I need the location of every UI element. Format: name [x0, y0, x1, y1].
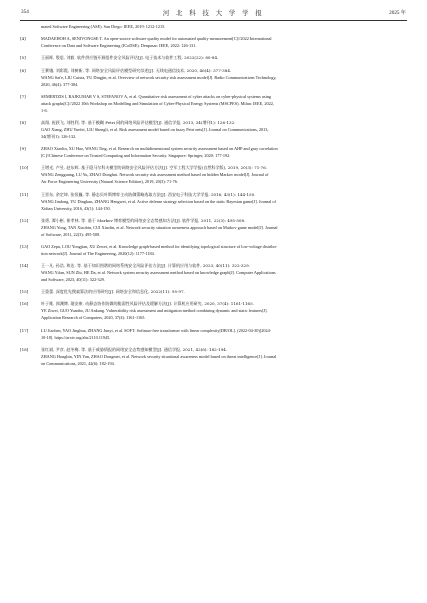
page-header	[20, 7, 407, 21]
reference-text-line: 1-6.	[41, 107, 48, 113]
reference-text-line: YE Ziwei, GUO Yuanbo, JU Ankang. Vulnerability risk assessment and mitigation method combining dynamic and static features[J].	[41, 308, 268, 314]
reference-text-line: and Software, 2023, 40(11): 322-329.	[41, 277, 105, 283]
reference-text-line: Xidian University, 2016, 43(1): 144-150.	[41, 205, 111, 211]
reference-text-line: 王重蕾. 深度优先搜索算法的应用研究[J]. 网络安全和信息化, 2022(11): 95-97.	[41, 289, 185, 295]
reference-number: [16]	[20, 301, 29, 307]
reference-number: [10]	[20, 165, 29, 171]
reference-text-line: WANG Sai'e, LIU Caixia, YU Dingjin, et al. Overview of network security risk assessment model[J]. Radio Communications Technology,	[41, 74, 277, 80]
publication-year: 2025 年	[389, 10, 406, 16]
reference-number: [17]	[20, 327, 29, 333]
reference-text-line: MADAEHOH A, SENIVONGSE T. An open-source software quality model for automated quality measurement[C]//2022 International	[41, 36, 272, 42]
reference-item	[20, 145, 409, 159]
reference-number: [6]	[20, 67, 26, 73]
reference-text-line: GAO Zepu, LOU Yongjian, XU Zewei, et al. Knowledge graph-based method for identifying topological structure of low-voltage distribu-	[41, 243, 278, 249]
reference-text-line: 34(增刊1): 126-132.	[41, 133, 77, 139]
reference-text-line: tion network[J]. Journal of The Engineering, 2020(12): 1177-1184.	[41, 250, 155, 256]
reference-text-line: 王丽晖, 殷思, 刘毅. 软件供应链开源组件安全风险评估[J]. 电子技术与软件工程, 2022(22): 80-84.	[41, 55, 219, 61]
reference-item	[20, 243, 409, 257]
reference-text-line: WANG Zengguang, LU Yu, ZHAO Donghui. Network security risk assessment method based on hidden Markov model[J]. Journal of	[41, 172, 269, 178]
reference-text-line: mated Software Engineering (ASE). San Diego: IEEE, 2019: 1212-1215.	[41, 24, 166, 29]
reference-item	[20, 119, 409, 140]
reference-number: [15]	[20, 289, 29, 295]
reference-item	[20, 35, 409, 49]
reference-item	[20, 327, 409, 341]
reference-number: [13]	[20, 243, 29, 249]
reference-text-line: 张红斌, 尹彦, 赵冬梅, 等. 基于威胁情报的网络安全态势感知模型[J]. 通信学报, 2021, 42(6): 182-194.	[41, 346, 228, 352]
reference-text-line: 王赛娥, 刘彩霞, 刘树新, 等. 网络安全风险评估模型研究综述[J]. 无线电通信技术, 2020, 46(4): 377-384.	[41, 67, 232, 73]
reference-text-line: 叶子维, 郭渊博, 琚安康. 动静态协作防御的脆弱性风险评估及缓解方法[J]. 计算机应用研究, 2020, 37(4): 1161-1165.	[41, 301, 254, 307]
reference-text-line: 高翔, 祝跃飞, 刘胜利, 等. 基于模糊 Petri 网的网络风险评估模型[J]. 通信学报, 2013, 34(增刊1): 126-132.	[41, 119, 236, 125]
reference-item	[20, 191, 409, 212]
reference-item	[20, 54, 409, 61]
reference-item	[20, 93, 409, 114]
reference-text-line: ZHANG Yong, TAN Xiaobin, CUI Xiaolin, et al. Network security situation awareness approach based on Markov game model[J]. Journal	[41, 224, 278, 230]
reference-text-line: WANG Yifan, SUN Zhi, HE Da, et al. Network system security assessment method based on knowledge graph[J]. Computer Applications	[41, 270, 276, 276]
reference-text-line: SEMERTZIS I, RAJKUMAR V S, STEFANOV A, et al. Quantitative risk assessment of cyber attacks on cyber-physical systems using	[41, 93, 272, 99]
reference-item	[20, 300, 409, 321]
reference-text-line: attack graphs[C]//2022 10th Workshop on Modelling and Simulation of Cyber-Physical Energy Systems (MSCPES). Milan: IEEE, 2022,	[41, 100, 274, 106]
reference-number: [14]	[20, 263, 29, 269]
reference-text-line: [C]//Chinese Conference on Trusted Computing and Information Security. Singapore: Springer, 2020: 177-192.	[41, 153, 231, 159]
reference-number: [11]	[20, 191, 29, 197]
reference-text-line: ZHANG Hongbin, YIN Yan, ZHAO Dongmei, et al. Network security situational awareness model based on threat intelligence[J]. Journal	[41, 353, 277, 359]
reference-number: [18]	[20, 346, 29, 352]
reference-item	[20, 346, 409, 367]
reference-text-line: Application Research of Computers, 2020, 37(4): 1161-1165.	[41, 315, 146, 321]
reference-text-line: Air Force Engineering University (Natural Science Edition), 2019, 20(3): 71-76.	[41, 179, 178, 185]
reference-text-line: 10-18]. https://arxiv.org/abs/2110.11945.	[41, 334, 111, 340]
reference-item	[20, 164, 409, 185]
reference-text-line: ZHAO Xiaolin, XU Hao, WANG Ting, et al. Research on multidimensional system security assessment based on AHP and gray correlation	[41, 146, 278, 152]
reference-text-line: WANG Jindong, YU Dingkun, ZHANG Hengwei, et al. Active defense strategy selection based on the static Bayesian game[J]. Journal of	[41, 198, 276, 204]
reference-item	[20, 262, 409, 283]
reference-text-line: LU Jiachen, YAO Jinghua, ZHANG Junyi, et al. SOFT: Softmax-free transformer with linear complexity[DB/OL]. (2022-04-30)[2024-	[41, 327, 272, 333]
reference-number: [5]	[20, 55, 26, 61]
reference-text-line: of Software, 2011, 22(3): 495-508.	[41, 231, 101, 237]
reference-text-line: 2020, 46(4): 377-384.	[41, 81, 79, 87]
reference-number: [7]	[20, 93, 26, 99]
page-number: 354	[21, 9, 29, 15]
reference-text-line: 王一凡, 孙浩, 和达. 等. 基于知识图谱的网络系统安全风险评估方法[J]. 计算机应用与软件, 2023, 40(11): 322-329.	[41, 263, 250, 269]
reference-text-line: 张勇, 谭小彬, 崔孝林, 等. 基于 Markov 博弈模型的网络安全态势感知方法[J]. 软件学报, 2011, 22(3): 495-508.	[41, 217, 246, 223]
reference-text-line: 王增光, 卢昱, 赵东辉. 基于隐马尔科夫模型的网络安全风险评估方法[J]. 空军工程大学学报(自然科学版), 2019, 20(3): 71-76.	[41, 165, 268, 171]
reference-number: [4]	[20, 36, 26, 42]
reference-item	[20, 288, 409, 295]
reference-item	[20, 67, 409, 88]
reference-text-line: Conference on Data and Software Engineering (ICoDSE). Denpasar: IEEE, 2022: 126-131.	[41, 43, 197, 49]
reference-item	[20, 23, 409, 30]
reference-number: [9]	[20, 146, 26, 152]
journal-title: 河 北 科 技 大 学 学 报	[162, 9, 265, 17]
reference-item	[20, 217, 409, 238]
reference-list	[20, 23, 409, 372]
reference-number: [8]	[20, 119, 26, 125]
reference-text-line: on Communications, 2021, 42(6): 182-194.	[41, 360, 115, 366]
reference-text-line: GAO Xiang, ZHU Yuefei, LIU Shengli, et al. Risk assessment model based on fuzzy Petri nets[J]. Journal on Communications, 2013,	[41, 126, 269, 132]
reference-text-line: 王晋东, 余定坤, 张恒巍, 等. 静态贝叶斯博弈主动防御策略选取方法[J]. 西安电子科技大学学报, 2016, 43(1): 144-150.	[41, 191, 256, 197]
reference-number: [12]	[20, 217, 29, 223]
